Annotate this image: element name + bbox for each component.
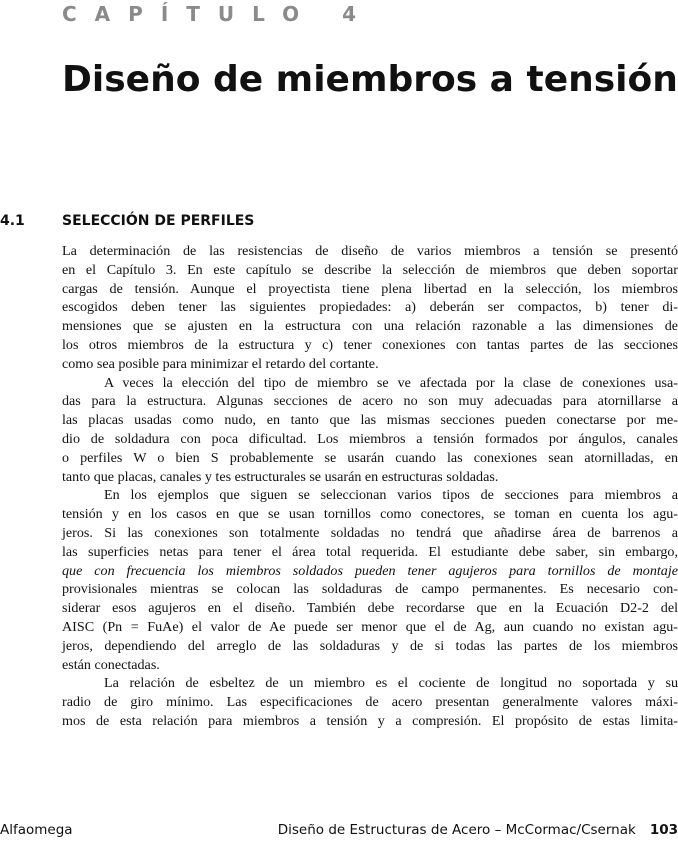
chapter-title: Diseño de miembros a tensión	[62, 59, 678, 100]
body-line: En los ejemplos que siguen se seleccionan varios tipos de secciones para miembros a	[104, 487, 678, 504]
body-line: radio de giro mínimo. Las especificaciones de acero presentan generalmente valores máxi-	[62, 694, 678, 711]
footer-publisher: Alfaomega	[0, 822, 73, 838]
body-line: que con frecuencia los miembros soldados pueden tener agujeros para tornillos de montaje	[62, 562, 678, 579]
body-line: los otros miembros de la estructura y c) tener conexiones con tantas partes de las secciones	[62, 336, 678, 353]
chapter-label: CAPÍTULO 4	[62, 2, 375, 26]
body-line: das para la estructura. Algunas secciones de acero no son muy adecuadas para atornillarse a	[62, 393, 678, 410]
body-line: como sea posible para minimizar el retardo del cortante.	[62, 355, 379, 372]
body-line: siderar esos agujeros en el diseño. También debe recordarse que en la Ecuación D2-2 del	[62, 600, 678, 617]
body-line: tensión y en los casos en que se usan tornillos como conectores, se toman en cuenta los agu-	[62, 506, 678, 523]
body-line: A veces la elección del tipo de miembro se ve afectada por la clase de conexiones usa-	[104, 374, 678, 391]
body-line: provisionales mientras se colocan las soldaduras de campo permanentes. Es necesario con-	[62, 581, 678, 598]
section-title: SELECCIÓN DE PERFILES	[62, 213, 255, 229]
body-line: dio de soldadura con poca dificultad. Los miembros a tensión formados por ángulos, canales	[62, 430, 678, 447]
body-line: jeros, dependiendo del arreglo de las soldaduras y de si todas las partes de los miembros	[62, 637, 678, 654]
body-line: tanto que placas, canales y tes estructurales se usarán en estructuras soldadas.	[62, 468, 499, 485]
page-number: 103	[649, 822, 678, 838]
body-line: escogidos deben tener las siguientes propiedades: a) deberán ser compactos, b) tener di-	[62, 299, 678, 316]
body-line: AISC (Pn = FuAe) el valor de Ae puede ser menor que el de Ag, aun cuando no existan agu-	[62, 618, 678, 635]
body-line: están conectadas.	[62, 656, 160, 673]
footer-book-title: Diseño de Estructuras de Acero – McCormac/Csernak	[277, 822, 636, 838]
footer-book-info	[278, 821, 678, 839]
body-line: cargas de tensión. Aunque el proyectista tiene plena libertad en la selección, los miembros	[62, 280, 678, 297]
body-line: jeros. Si las conexiones son totalmente soldadas no tendrá que añadirse área de barrenos a	[62, 524, 678, 541]
body-line: mensiones que se ajusten en la estructura con una relación razonable a las dimensiones de	[62, 318, 678, 335]
body-line: La relación de esbeltez de un miembro es el cociente de longitud no soportada y su	[104, 675, 678, 692]
body-line: o perfiles W o bien S probablemente se usarán cuando las conexiones sean atornilladas, en	[62, 449, 678, 466]
body-line: mos de esta relación para miembros a tensión y a compresión. El propósito de estas limita-	[62, 712, 678, 729]
body-line: las placas usadas como nudo, en tanto que las mismas secciones pueden conectarse por me-	[62, 412, 678, 429]
body-line: La determinación de las resistencias de diseño de varios miembros a tensión se presentó	[62, 243, 678, 259]
body-line: en el Capítulo 3. En este capítulo se describe la selección de miembros que deben soportar	[62, 261, 678, 278]
body-line: las superficies netas para tener el área total requerida. El estudiante debe saber, sin embargo,	[62, 543, 678, 560]
body-text	[62, 242, 678, 731]
section-number: 4.1	[0, 213, 25, 229]
